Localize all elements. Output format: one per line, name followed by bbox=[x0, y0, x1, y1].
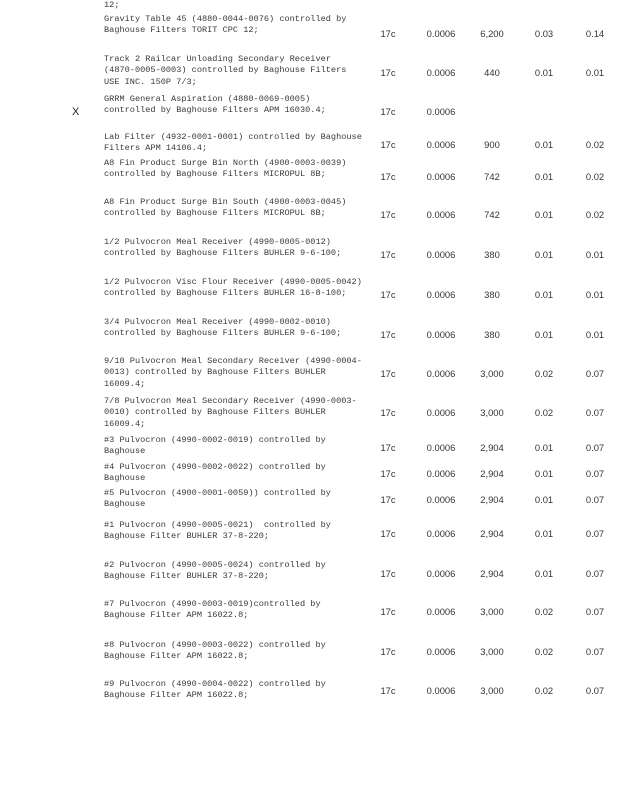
row-rate: 0.0006 bbox=[426, 494, 456, 505]
row-tons-per-year: 0.02 bbox=[585, 209, 605, 220]
row-grain-loading: 0.01 bbox=[534, 139, 554, 150]
row-code: 17c bbox=[380, 106, 396, 117]
row-description: Lab Filter (4932-0001-0001) controlled by Baghouse Filters APM 14106.4; bbox=[104, 132, 368, 154]
row-grain-loading: 0.02 bbox=[534, 407, 554, 418]
row-description: 3/4 Pulvocron Meal Receiver (4990-0002-0010) controlled by Baghouse Filters BUHLER 9-6-100; bbox=[104, 317, 342, 339]
row-code: 17c bbox=[380, 494, 396, 505]
row-tons-per-year: 0.07 bbox=[585, 494, 605, 505]
row-code: 17c bbox=[380, 139, 396, 150]
row-code: 17c bbox=[380, 368, 396, 379]
row-code: 17c bbox=[380, 249, 396, 260]
row-code: 17c bbox=[380, 528, 396, 539]
row-tons-per-year: 0.07 bbox=[585, 442, 605, 453]
row-tons-per-year: 0.07 bbox=[585, 368, 605, 379]
row-rate: 0.0006 bbox=[426, 568, 456, 579]
row-cfm: 2,904 bbox=[480, 528, 504, 539]
row-code: 17c bbox=[380, 606, 396, 617]
row-description: 1/2 Pulvocron Meal Receiver (4990-0005-0012) controlled by Baghouse Filters BUHLER 9-6-100; bbox=[104, 237, 342, 259]
row-grain-loading: 0.01 bbox=[534, 468, 554, 479]
row-tons-per-year: 0.02 bbox=[585, 171, 605, 182]
row-tons-per-year: 0.07 bbox=[585, 568, 605, 579]
row-code: 17c bbox=[380, 28, 396, 39]
row-grain-loading: 0.01 bbox=[534, 442, 554, 453]
row-grain-loading: 0.02 bbox=[534, 606, 554, 617]
row-description: GRRM General Aspiration (4880-0069-0005) controlled by Baghouse Filters APM 16030.4; bbox=[104, 94, 326, 116]
row-tons-per-year: 0.01 bbox=[585, 329, 605, 340]
row-code: 17c bbox=[380, 329, 396, 340]
row-description: Gravity Table 45 (4880-0044-0076) controlled by Baghouse Filters TORIT CPC 12; bbox=[104, 14, 352, 36]
row-grain-loading: 0.01 bbox=[534, 289, 554, 300]
row-cfm: 3,000 bbox=[480, 646, 504, 657]
row-cfm: 900 bbox=[484, 139, 500, 150]
row-description: #1 Pulvocron (4990-0005-0021) controlled by Baghouse Filter BUHLER 37-8-220; bbox=[104, 520, 337, 542]
row-description: A8 Fin Product Surge Bin North (4900-0003-0039) controlled by Baghouse Filters MICROPUL 8B; bbox=[104, 158, 352, 180]
row-grain-loading: 0.01 bbox=[534, 209, 554, 220]
row-rate: 0.0006 bbox=[426, 171, 456, 182]
row-grain-loading: 0.01 bbox=[534, 528, 554, 539]
row-cfm: 2,904 bbox=[480, 468, 504, 479]
row-rate: 0.0006 bbox=[426, 646, 456, 657]
row-cfm: 2,904 bbox=[480, 494, 504, 505]
row-cfm: 742 bbox=[484, 209, 500, 220]
row-tons-per-year: 0.07 bbox=[585, 606, 605, 617]
row-cfm: 3,000 bbox=[480, 606, 504, 617]
row-cfm: 6,200 bbox=[480, 28, 504, 39]
row-cfm: 380 bbox=[484, 249, 500, 260]
row-cfm: 2,904 bbox=[480, 568, 504, 579]
row-description: #9 Pulvocron (4990-0004-0022) controlled by Baghouse Filter APM 16022.8; bbox=[104, 679, 331, 701]
row-rate: 0.0006 bbox=[426, 28, 456, 39]
row-rate: 0.0006 bbox=[426, 106, 456, 117]
row-rate: 0.0006 bbox=[426, 139, 456, 150]
row-description: #3 Pulvocron (4990-0002-0019) controlled by Baghouse bbox=[104, 435, 331, 457]
row-rate: 0.0006 bbox=[426, 606, 456, 617]
row-rate: 0.0006 bbox=[426, 468, 456, 479]
row-description: A8 Fin Product Surge Bin South (4900-0003-0045) controlled by Baghouse Filters MICROPUL 8B; bbox=[104, 197, 352, 219]
row-tons-per-year: 0.07 bbox=[585, 468, 605, 479]
row-description: #2 Pulvocron (4990-0005-0024) controlled by Baghouse Filter BUHLER 37-8-220; bbox=[104, 560, 331, 582]
row-rate: 0.0006 bbox=[426, 329, 456, 340]
row-tons-per-year: 0.07 bbox=[585, 646, 605, 657]
row-cfm: 742 bbox=[484, 171, 500, 182]
row-grain-loading: 0.01 bbox=[534, 171, 554, 182]
row-code: 17c bbox=[380, 442, 396, 453]
row-description: Track 2 Railcar Unloading Secondary Receiver (4870-0005-0003) controlled by Baghouse Filters USE INC. 150P 7/3; bbox=[104, 54, 352, 87]
row-grain-loading: 0.02 bbox=[534, 368, 554, 379]
row-grain-loading: 0.01 bbox=[534, 494, 554, 505]
row-tons-per-year: 0.01 bbox=[585, 249, 605, 260]
row-code: 17c bbox=[380, 468, 396, 479]
row-rate: 0.0006 bbox=[426, 442, 456, 453]
row-code: 17c bbox=[380, 289, 396, 300]
row-description: 1/2 Pulvocron Visc Flour Receiver (4990-0005-0042) controlled by Baghouse Filters BUHLER 16-8-100; bbox=[104, 277, 368, 299]
row-code: 17c bbox=[380, 685, 396, 696]
row-code: 17c bbox=[380, 171, 396, 182]
row-code: 17c bbox=[380, 407, 396, 418]
row-tons-per-year: 0.14 bbox=[585, 28, 605, 39]
row-grain-loading: 0.01 bbox=[534, 568, 554, 579]
row-description: 7/8 Pulvocron Meal Secondary Receiver (4990-0003-0010) controlled by Baghouse Filters BUHLER 16009.4; bbox=[104, 396, 357, 429]
row-grain-loading: 0.01 bbox=[534, 329, 554, 340]
row-grain-loading: 0.01 bbox=[534, 67, 554, 78]
row-cfm: 2,904 bbox=[480, 442, 504, 453]
row-tons-per-year: 0.07 bbox=[585, 685, 605, 696]
row-tons-per-year: 0.02 bbox=[585, 139, 605, 150]
row-tons-per-year: 0.01 bbox=[585, 67, 605, 78]
row-grain-loading: 0.02 bbox=[534, 685, 554, 696]
row-tons-per-year: 0.07 bbox=[585, 528, 605, 539]
row-tons-per-year: 0.01 bbox=[585, 289, 605, 300]
row-rate: 0.0006 bbox=[426, 368, 456, 379]
row-tons-per-year: 0.07 bbox=[585, 407, 605, 418]
margin-mark: X bbox=[72, 106, 80, 118]
row-cfm: 380 bbox=[484, 329, 500, 340]
row-grain-loading: 0.03 bbox=[534, 28, 554, 39]
row-code: 17c bbox=[380, 209, 396, 220]
row-description: 12; bbox=[104, 0, 120, 10]
row-description: #8 Pulvocron (4990-0003-0022) controlled by Baghouse Filter APM 16022.8; bbox=[104, 640, 331, 662]
row-rate: 0.0006 bbox=[426, 289, 456, 300]
row-rate: 0.0006 bbox=[426, 685, 456, 696]
row-rate: 0.0006 bbox=[426, 249, 456, 260]
row-cfm: 3,000 bbox=[480, 407, 504, 418]
row-cfm: 3,000 bbox=[480, 368, 504, 379]
row-rate: 0.0006 bbox=[426, 407, 456, 418]
row-description: #5 Pulvocron (4900-0001-0059)) controlled by Baghouse bbox=[104, 488, 337, 510]
row-cfm: 380 bbox=[484, 289, 500, 300]
row-rate: 0.0006 bbox=[426, 67, 456, 78]
row-description: #4 Pulvocron (4990-0002-0022) controlled by Baghouse bbox=[104, 462, 331, 484]
row-grain-loading: 0.01 bbox=[534, 249, 554, 260]
row-grain-loading: 0.02 bbox=[534, 646, 554, 657]
row-code: 17c bbox=[380, 646, 396, 657]
row-cfm: 3,000 bbox=[480, 685, 504, 696]
row-description: #7 Pulvocron (4990-0003-0019)controlled by Baghouse Filter APM 16022.8; bbox=[104, 599, 326, 621]
row-code: 17c bbox=[380, 568, 396, 579]
row-code: 17c bbox=[380, 67, 396, 78]
row-description: 9/10 Pulvocron Meal Secondary Receiver (4990-0004-0013) controlled by Baghouse Filters BUHLER 16009.4; bbox=[104, 356, 362, 389]
row-rate: 0.0006 bbox=[426, 528, 456, 539]
row-cfm: 440 bbox=[484, 67, 500, 78]
row-rate: 0.0006 bbox=[426, 209, 456, 220]
